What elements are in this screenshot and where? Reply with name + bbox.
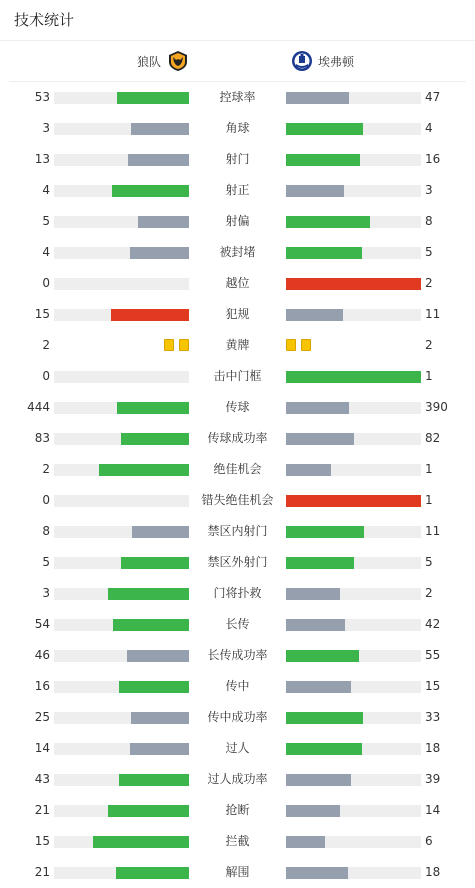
home-stat-bar-track [54,278,189,290]
home-stat-bar-fill [121,433,189,445]
stat-label: 禁区外射门 [207,555,268,569]
stat-row [0,330,475,361]
stat-label: 角球 [225,121,250,135]
home-stat-bar-track [54,836,189,848]
stat-row [0,702,475,733]
stat-row [0,144,475,175]
away-stat-bar-track [286,495,421,507]
away-stat-bar-fill [286,92,349,104]
away-stat-value: 82 [425,431,441,445]
stat-label: 被封堵 [219,245,256,259]
away-stat-bar-fill [286,309,343,321]
home-stat-bar-fill [119,681,189,693]
away-stat-value: 1 [425,462,433,476]
home-stat-bar-fill [121,557,189,569]
away-stat-bar-track [286,278,421,290]
stat-label: 传中成功率 [207,710,268,724]
stat-label: 控球率 [219,90,256,104]
away-stat-bar-track [286,588,421,600]
stat-label: 犯规 [225,307,250,321]
away-stat-bar-fill [286,650,359,662]
stat-label: 传球 [225,400,250,414]
away-stat-value: 6 [425,834,433,848]
stat-label: 长传 [225,617,250,631]
home-stat-bar-track [54,123,189,135]
home-stat-bar-track [54,433,189,445]
home-stat-value: 4 [42,183,50,197]
away-stat-value: 42 [425,617,441,631]
stat-row [0,857,475,888]
away-stat-bar-fill [286,557,354,569]
home-stat-value: 83 [34,431,50,445]
home-stat-value: 43 [34,772,50,786]
home-stat-value: 21 [34,865,50,879]
away-stat-bar-fill [286,495,421,507]
stats-list [0,82,475,888]
home-stat-value: 0 [42,493,50,507]
away-stat-value: 11 [425,524,441,538]
stat-label: 解围 [225,865,250,879]
home-stat-bar-fill [93,836,189,848]
away-stat-bar-track [286,867,421,879]
home-stat-bar-fill [132,526,189,538]
home-stat-bar-track [54,681,189,693]
home-stat-value: 444 [27,400,50,414]
away-stat-bar-fill [286,185,344,197]
yellow-card-icon [164,339,174,351]
away-stat-bar-track [286,309,421,321]
stat-row [0,733,475,764]
stat-label: 拦截 [225,834,250,848]
away-stat-bar-fill [286,433,354,445]
away-stat-bar-track [286,619,421,631]
home-stat-bar-fill [117,402,189,414]
stat-row [0,237,475,268]
away-stat-bar-track [286,402,421,414]
away-stat-value: 14 [425,803,441,817]
home-stat-value: 5 [42,214,50,228]
home-stat-bar-track [54,712,189,724]
away-stat-value: 47 [425,90,441,104]
away-stat-value: 15 [425,679,441,693]
stat-label: 传中 [225,679,250,693]
home-stat-value: 14 [34,741,50,755]
away-stat-value: 5 [425,245,433,259]
away-stat-bar-track [286,650,421,662]
home-stat-value: 2 [42,338,50,352]
home-stat-value: 53 [34,90,50,104]
away-stat-bar-track [286,805,421,817]
away-stat-value: 11 [425,307,441,321]
home-stat-bar-fill [130,743,189,755]
stat-row [0,113,475,144]
yellow-card-icon [179,339,189,351]
stat-label: 射正 [225,183,250,197]
home-stat-bar-track [54,371,189,383]
away-stat-bar-fill [286,402,349,414]
stat-row [0,423,475,454]
home-stat-bar-track [54,588,189,600]
home-stat-value: 3 [42,586,50,600]
away-stat-bar-fill [286,619,345,631]
stat-label: 过人成功率 [207,772,268,786]
away-stat-value: 1 [425,493,433,507]
stat-row [0,795,475,826]
away-stat-bar-track [286,371,421,383]
home-stat-value: 5 [42,555,50,569]
home-team-name: 狼队 [137,54,162,69]
stat-label: 错失绝佳机会 [201,493,274,507]
yellow-card-icon [286,339,296,351]
home-stat-value: 54 [34,617,50,631]
stat-row [0,485,475,516]
home-stat-value: 3 [42,121,50,135]
stat-label: 长传成功率 [207,648,268,662]
home-yellow-cards [164,339,189,351]
home-stat-value: 13 [34,152,50,166]
away-stat-value: 18 [425,865,441,879]
home-stat-bar-fill [113,619,189,631]
away-stat-bar-fill [286,588,340,600]
stat-label: 禁区内射门 [207,524,268,538]
away-stat-bar-fill [286,123,363,135]
home-stat-bar-track [54,774,189,786]
home-stat-value: 0 [42,369,50,383]
stat-row [0,516,475,547]
stat-row [0,361,475,392]
away-stat-value: 2 [425,338,433,352]
home-stat-bar-track [54,464,189,476]
away-stat-bar-track [286,464,421,476]
home-stat-value: 2 [42,462,50,476]
away-stat-bar-fill [286,774,351,786]
away-stat-bar-track [286,526,421,538]
away-stat-value: 39 [425,772,441,786]
stat-row [0,392,475,423]
away-stat-value: 16 [425,152,441,166]
stat-label: 黄牌 [225,338,250,352]
away-stat-bar-track [286,216,421,228]
home-stat-bar-fill [112,185,189,197]
away-stat-value: 5 [425,555,433,569]
home-stat-bar-fill [108,588,189,600]
stat-label: 传球成功率 [207,431,268,445]
home-stat-bar-track [54,309,189,321]
away-stat-value: 1 [425,369,433,383]
away-stat-bar-fill [286,743,362,755]
home-team[interactable] [137,41,189,81]
home-stat-bar-track [54,92,189,104]
home-stat-bar-track [54,247,189,259]
away-stat-bar-fill [286,371,421,383]
wolves-crest-icon [167,50,189,72]
away-stat-bar-track [286,743,421,755]
stat-label: 越位 [225,276,250,290]
home-stat-bar-fill [128,154,189,166]
home-stat-bar-fill [99,464,189,476]
stat-row [0,454,475,485]
away-yellow-cards [286,339,311,351]
away-stat-value: 18 [425,741,441,755]
stat-row [0,671,475,702]
home-stat-bar-track [54,526,189,538]
home-stat-value: 16 [34,679,50,693]
home-stat-bar-fill [119,774,189,786]
home-stat-bar-track [54,402,189,414]
away-stat-value: 8 [425,214,433,228]
home-stat-bar-track [54,557,189,569]
away-stat-bar-fill [286,247,362,259]
home-stat-bar-fill [131,123,189,135]
away-stat-value: 4 [425,121,433,135]
away-stat-bar-track [286,123,421,135]
stat-row [0,175,475,206]
away-stat-bar-track [286,185,421,197]
stat-label: 过人 [225,741,250,755]
stat-label: 绝佳机会 [213,462,262,476]
home-stat-bar-track [54,495,189,507]
away-stat-bar-track [286,774,421,786]
home-stat-bar-fill [130,247,189,259]
away-stat-bar-fill [286,712,363,724]
home-stat-bar-fill [117,92,189,104]
home-stat-value: 4 [42,245,50,259]
home-stat-bar-track [54,216,189,228]
yellow-card-icon [301,339,311,351]
away-stat-bar-fill [286,154,360,166]
away-stat-bar-fill [286,526,364,538]
stat-row [0,609,475,640]
home-stat-bar-fill [111,309,189,321]
away-stat-value: 33 [425,710,441,724]
away-stat-bar-fill [286,836,325,848]
home-stat-value: 15 [34,307,50,321]
stat-label: 门将扑救 [213,586,262,600]
home-stat-bar-track [54,743,189,755]
away-stat-bar-fill [286,464,331,476]
home-stat-value: 46 [34,648,50,662]
stat-label: 击中门框 [213,369,262,383]
home-stat-bar-track [54,619,189,631]
away-stat-bar-track [286,92,421,104]
stat-row [0,547,475,578]
home-stat-bar-track [54,805,189,817]
team-header [9,41,466,82]
away-stat-value: 390 [425,400,448,414]
away-team-name: 埃弗顿 [318,54,355,69]
home-stat-bar-fill [138,216,189,228]
away-stat-bar-track [286,433,421,445]
away-team[interactable] [291,41,354,81]
everton-crest-icon [291,50,313,72]
away-stat-bar-fill [286,805,340,817]
stat-label: 抢断 [225,803,250,817]
home-stat-bar-track [54,867,189,879]
away-stat-bar-track [286,681,421,693]
home-stat-bar-fill [116,867,189,879]
home-stat-bar-fill [108,805,189,817]
home-stat-bar-fill [131,712,189,724]
away-stat-bar-fill [286,278,421,290]
stat-row [0,82,475,113]
away-stat-bar-track [286,247,421,259]
page-title: 技术统计 [0,0,475,41]
away-stat-bar-fill [286,681,351,693]
stat-row [0,268,475,299]
home-stat-bar-track [54,154,189,166]
home-stat-bar-fill [127,650,189,662]
stat-row [0,206,475,237]
away-stat-bar-track [286,154,421,166]
away-stat-bar-track [286,836,421,848]
stat-row [0,764,475,795]
away-stat-bar-track [286,557,421,569]
stat-label: 射门 [225,152,250,166]
away-stat-bar-track [286,712,421,724]
stat-row [0,640,475,671]
home-stat-value: 21 [34,803,50,817]
away-stat-value: 2 [425,586,433,600]
home-stat-value: 15 [34,834,50,848]
away-stat-bar-fill [286,867,348,879]
home-stat-bar-track [54,650,189,662]
away-stat-value: 55 [425,648,441,662]
home-stat-value: 8 [42,524,50,538]
stat-row [0,578,475,609]
home-stat-value: 25 [34,710,50,724]
away-stat-bar-fill [286,216,370,228]
stat-row [0,826,475,857]
home-stat-value: 0 [42,276,50,290]
away-stat-value: 2 [425,276,433,290]
home-stat-bar-track [54,185,189,197]
away-stat-value: 3 [425,183,433,197]
stat-label: 射偏 [225,214,250,228]
stat-row [0,299,475,330]
